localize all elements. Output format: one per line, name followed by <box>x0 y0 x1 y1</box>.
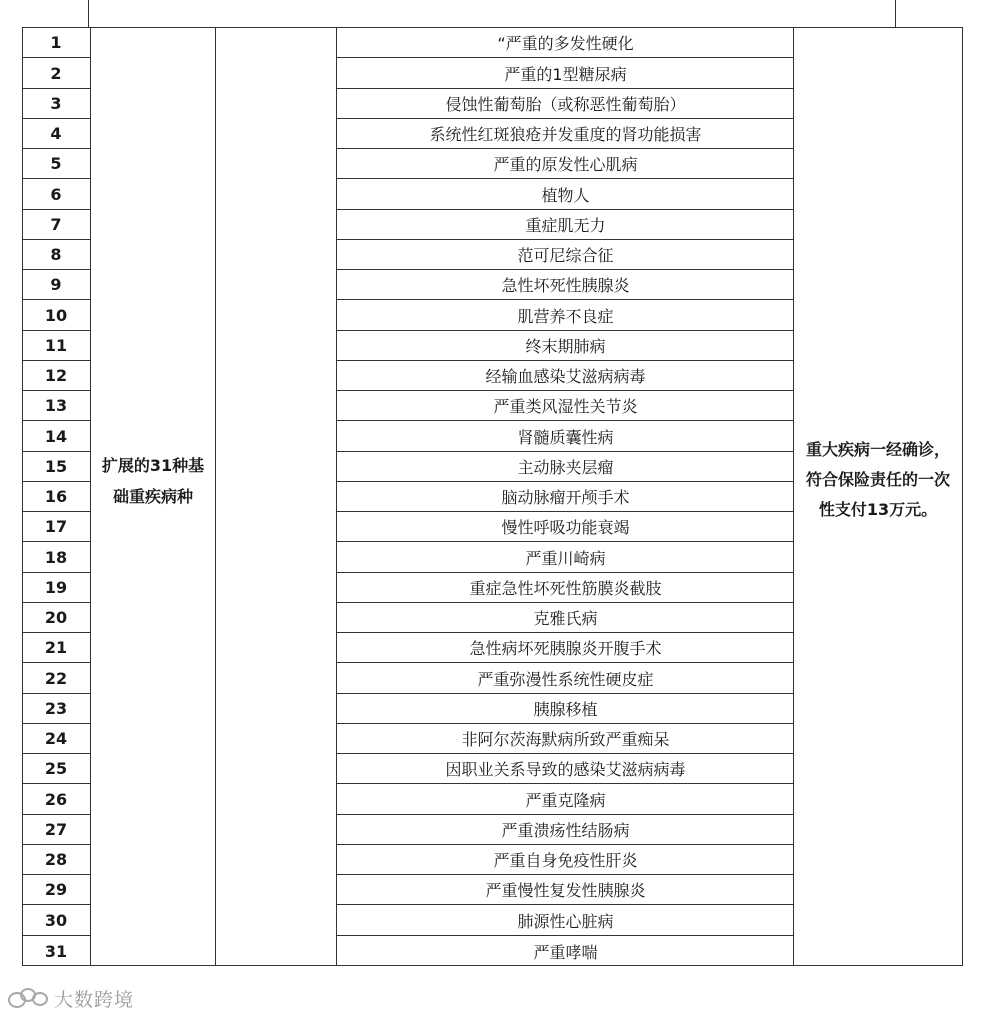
row-number: 21 <box>22 633 90 663</box>
benefit-cell: 重大疾病一经确诊，符合保险责任的一次性支付13万元。 <box>806 440 951 519</box>
row-number: 22 <box>22 663 90 694</box>
row-number: 14 <box>22 421 90 452</box>
disease-name: 严重类风湿性关节炎 <box>337 391 794 421</box>
row-number: 15 <box>22 452 90 482</box>
disease-name: 范可尼综合征 <box>337 240 794 270</box>
disease-name: 经输血感染艾滋病病毒 <box>337 361 794 391</box>
disease-name: 克雅氏病 <box>337 603 794 633</box>
table-top-border-stub-right <box>895 0 896 28</box>
disease-name: 肾髓质囊性病 <box>337 421 794 452</box>
disease-name: 植物人 <box>337 179 794 210</box>
disease-name: 肺源性心脏病 <box>337 905 794 936</box>
disease-name: 严重弥漫性系统性硬皮症 <box>337 663 794 694</box>
disease-name: 严重自身免疫性肝炎 <box>337 845 794 875</box>
watermark-text: 大数跨境 <box>54 989 135 1011</box>
disease-name: 急性坏死性胰腺炎 <box>337 270 794 300</box>
disease-name: 重症急性坏死性筋膜炎截肢 <box>337 573 794 603</box>
watermark <box>8 985 134 1012</box>
row-number: 8 <box>22 240 90 270</box>
disease-name: 严重的1型糖尿病 <box>337 58 794 89</box>
disease-name: 严重慢性复发性胰腺炎 <box>337 875 794 905</box>
disease-name: 重症肌无力 <box>337 210 794 240</box>
row-number: 1 <box>22 28 90 58</box>
row-number: 2 <box>22 58 90 89</box>
table-top-border-stub-left <box>88 0 89 28</box>
disease-name: 系统性红斑狼疮并发重度的肾功能损害 <box>337 119 794 149</box>
row-number: 28 <box>22 845 90 875</box>
row-number: 23 <box>22 694 90 724</box>
disease-name: 脑动脉瘤开颅手术 <box>337 482 794 512</box>
row-number: 17 <box>22 512 90 542</box>
disease-name: 急性病坏死胰腺炎开腹手术 <box>337 633 794 663</box>
row-number: 31 <box>44 941 68 961</box>
disease-name: 慢性呼吸功能衰竭 <box>337 512 794 542</box>
row-number: 18 <box>22 542 90 573</box>
row-number: 29 <box>22 875 90 905</box>
row-number: 3 <box>22 89 90 119</box>
row-number: 26 <box>22 784 90 815</box>
row-number: 24 <box>22 724 90 754</box>
row-number: 19 <box>22 573 90 603</box>
row-number: 16 <box>22 482 90 512</box>
disease-name: 严重的原发性心肌病 <box>337 149 794 179</box>
disease-name: 严重川崎病 <box>337 542 794 573</box>
disease-name: 严重克隆病 <box>337 784 794 815</box>
disease-name: 严重溃疡性结肠病 <box>337 815 794 845</box>
disease-name: 因职业关系导致的感染艾滋病病毒 <box>337 754 794 784</box>
row-number: 20 <box>22 603 90 633</box>
column-divider-category <box>215 27 216 966</box>
row-number: 5 <box>22 149 90 179</box>
row-number: 7 <box>22 210 90 240</box>
disease-name: “严重的多发性硬化 <box>337 28 794 58</box>
row-number: 30 <box>22 905 90 936</box>
row-number: 13 <box>22 391 90 421</box>
disease-name: 肌营养不良症 <box>337 300 794 331</box>
row-number: 27 <box>22 815 90 845</box>
disease-name: 主动脉夹层瘤 <box>337 452 794 482</box>
disease-name: 侵蚀性葡萄胎（或称恶性葡萄胎） <box>337 89 794 119</box>
row-number: 11 <box>22 331 90 361</box>
row-number: 6 <box>22 179 90 210</box>
chain-links-logo-icon <box>8 986 50 1012</box>
disease-name: 终末期肺病 <box>337 331 794 361</box>
category-cell: 扩展的31种基础重疾病种 <box>101 456 205 506</box>
disease-name: 严重哮喘 <box>533 942 598 962</box>
row-number: 12 <box>22 361 90 391</box>
row-number: 25 <box>22 754 90 784</box>
disease-name: 胰腺移植 <box>337 694 794 724</box>
row-number: 4 <box>22 119 90 149</box>
disease-name: 非阿尔茨海默病所致严重痴呆 <box>337 724 794 754</box>
row-number: 10 <box>22 300 90 331</box>
row-number: 9 <box>22 270 90 300</box>
